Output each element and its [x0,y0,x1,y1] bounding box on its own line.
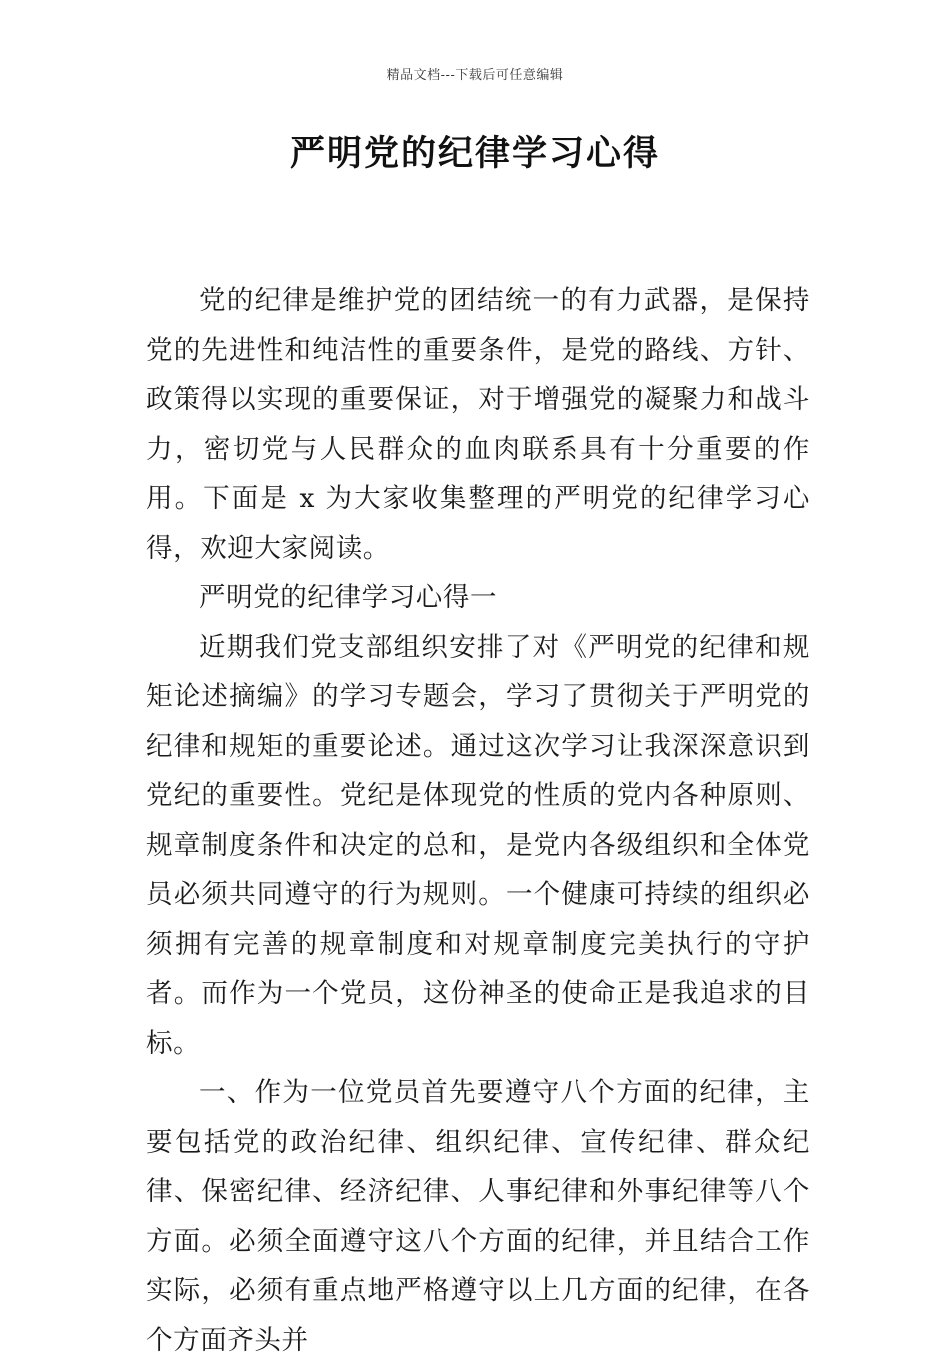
intro-paragraph: 党的纪律是维护党的团结统一的有力武器，是保持党的先进性和纯洁性的重要条件，是党的路线、方针、政策得以实现的重要保证，对于增强党的凝聚力和战斗力，密切党与人民群众的血肉联系具有十分重要的作用。下面是 x 为大家收集整理的严明党的纪律学习心得，欢迎大家阅读。 [146,285,810,564]
document-body [146,276,810,1365]
header-note: 精品文档---下载后可任意编辑 [386,68,564,83]
document-title: 严明党的纪律学习心得 [289,133,660,174]
section-heading: 严明党的纪律学习心得一 [199,582,498,613]
body-paragraph: 一、作为一位党员首先要遵守八个方面的纪律，主要包括党的政治纪律、组织纪律、宣传纪律、群众纪律、保密纪律、经济纪律、人事纪律和外事纪律等八个方面。必须全面遵守这八个方面的纪律，并且结合工作实际，必须有重点地严格遵守以上几方面的纪律，在各个方面齐头并 [146,1077,810,1356]
body-paragraph: 近期我们党支部组织安排了对《严明党的纪律和规矩论述摘编》的学习专题会，学习了贯彻关于严明党的纪律和规矩的重要论述。通过这次学习让我深深意识到党纪的重要性。党纪是体现党的性质的党内各种原则、规章制度条件和决定的总和，是党内各级组织和全体党员必须共同遵守的行为规则。一个健康可持续的组织必须拥有完善的规章制度和对规章制度完美执行的守护者。而作为一个党员，这份神圣的使命正是我追求的目标。 [146,631,810,1059]
